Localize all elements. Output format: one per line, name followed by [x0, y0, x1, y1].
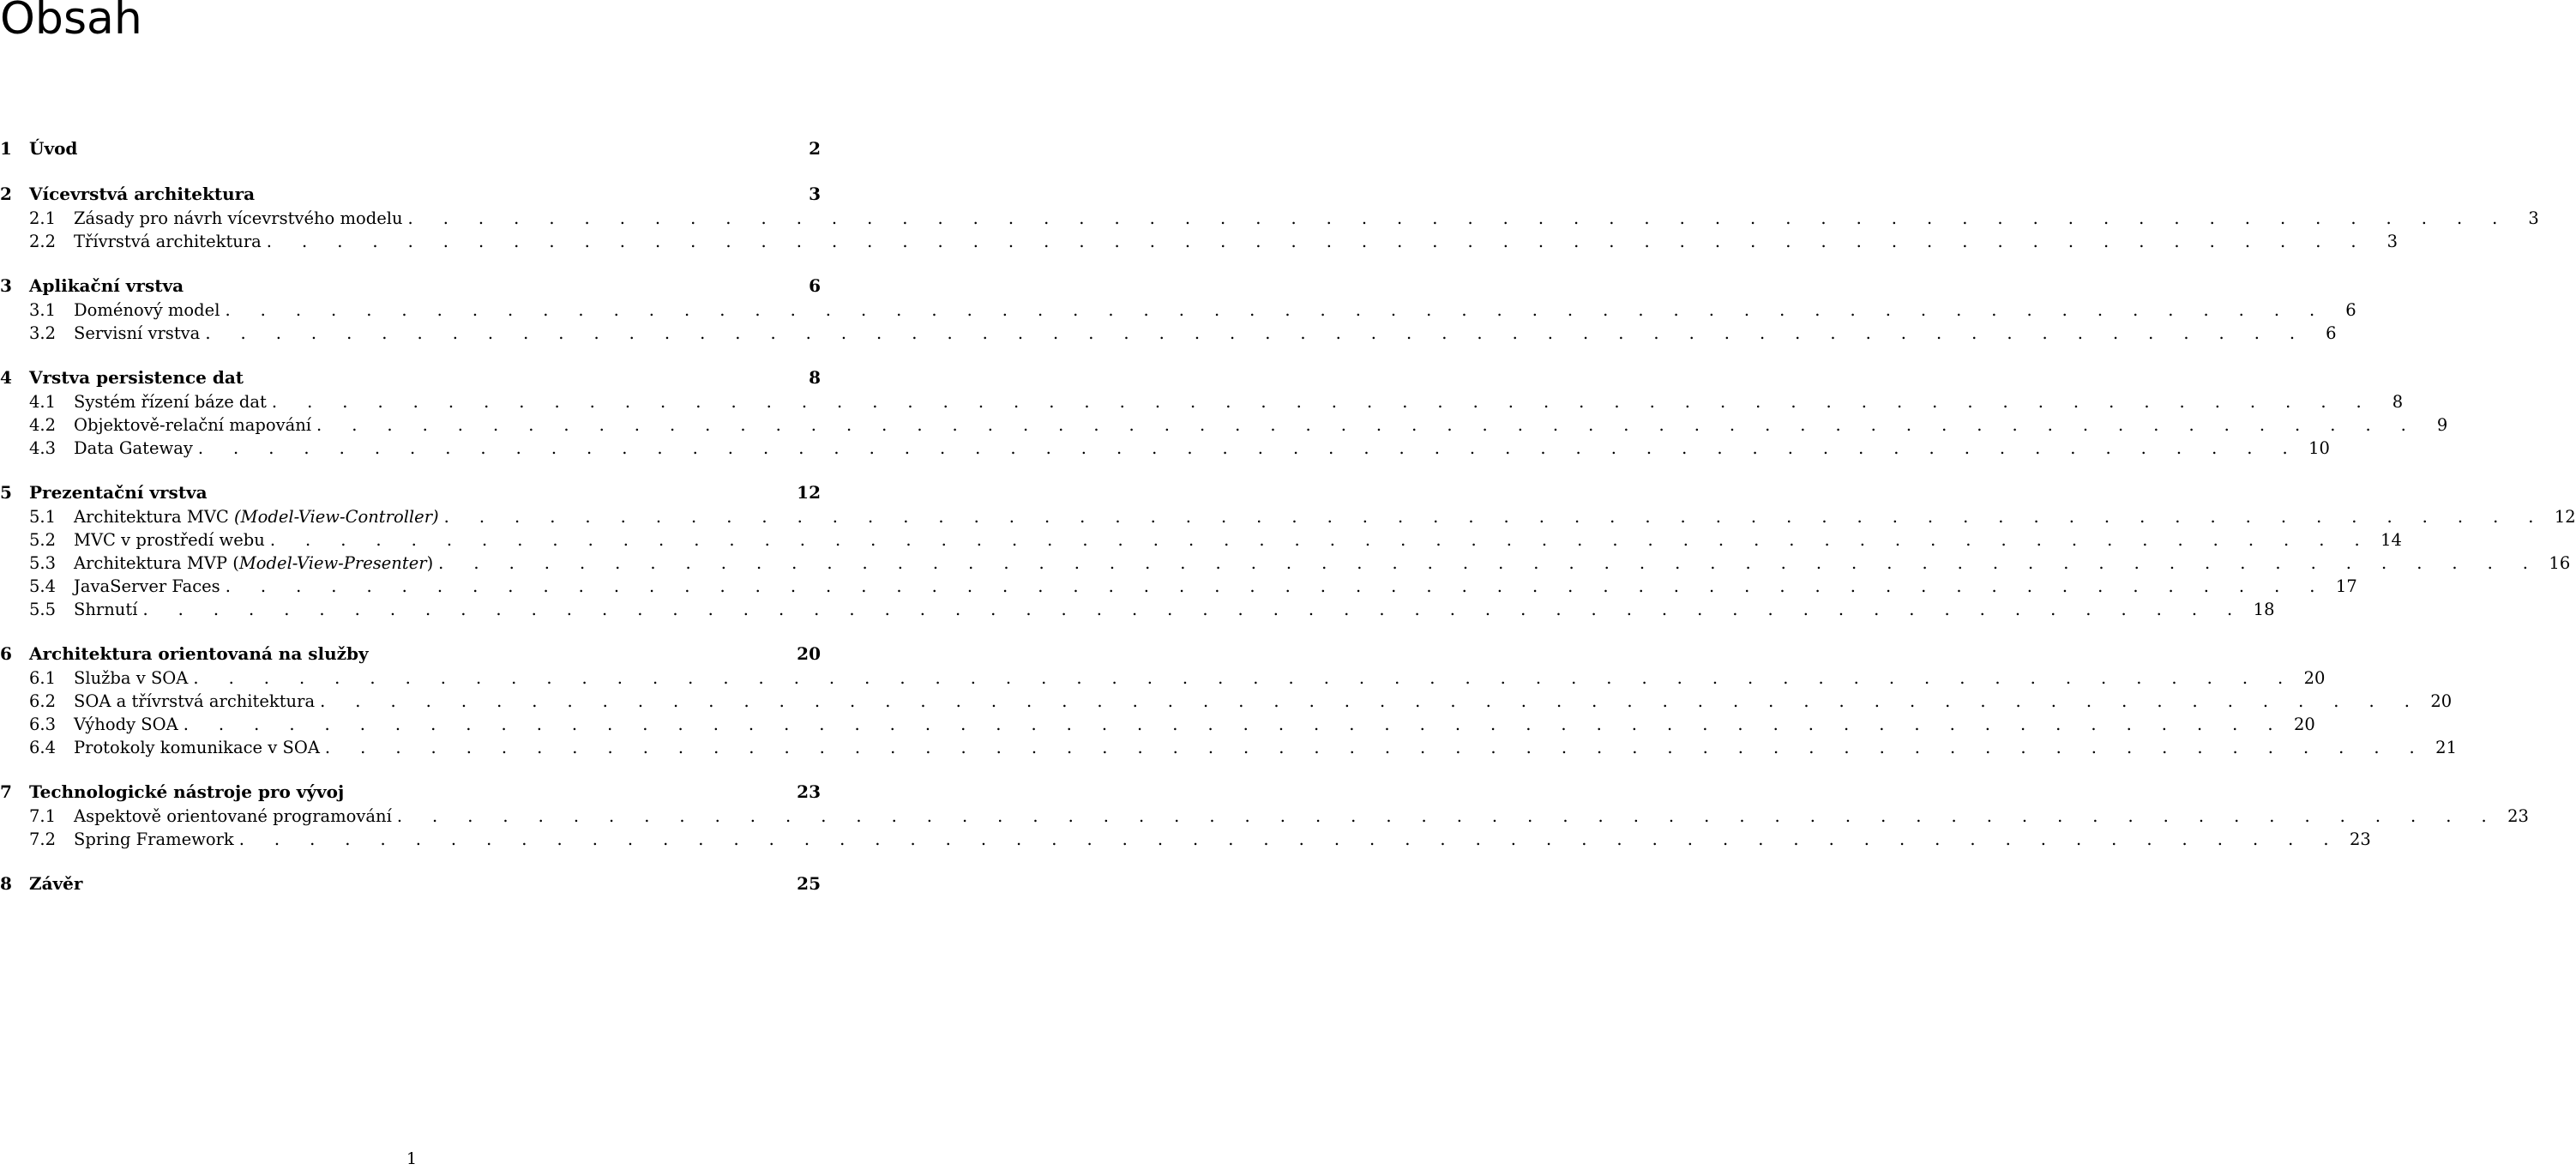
section-title-text: JavaServer Faces [74, 576, 220, 596]
dot-leader: . . . . . . . . . . . . . . . . . . . . . . . . . . . . . . . . . . . . . . . . . . . . . . . . . . . . . . . . . . . . [269, 530, 2373, 550]
section-number: 6.1 [29, 668, 57, 688]
section-title-text: Aspektově orientované programování [74, 806, 392, 826]
section-page: 23 [2349, 829, 2371, 849]
toc-chapter-entry[interactable] [0, 479, 821, 505]
section-page: 17 [2335, 576, 2357, 596]
toc-section-entry[interactable] [0, 736, 2457, 759]
section-number: 3.1 [29, 300, 57, 320]
section-number: 6.4 [29, 738, 57, 757]
toc-section-entry[interactable] [0, 230, 2398, 253]
section-title [74, 828, 234, 851]
toc-section-entry[interactable] [0, 207, 2539, 230]
section-title-text: Služba v SOA [74, 668, 189, 688]
toc-section-entry[interactable] [0, 666, 2326, 690]
section-number: 7.1 [29, 806, 57, 826]
section-title-text: Doménový model [74, 300, 220, 320]
chapter-title: Aplikační vrstva [29, 275, 184, 296]
toc-chapter [0, 136, 821, 161]
toc-section-entry[interactable] [0, 413, 2448, 437]
toc-chapter [0, 479, 2576, 621]
section-page: 20 [2430, 691, 2453, 711]
section-number: 3.2 [29, 323, 57, 343]
dot-leader: . . . . . . . . . . . . . . . . . . . . . . . . . . . . . . . . . . . . . . . . . . . . . . . . . . . . . . . . . . . . [320, 691, 2423, 711]
section-page: 14 [2380, 530, 2402, 550]
section-title-text: SOA a třívrstvá architektura [74, 691, 316, 711]
chapter-page: 6 [809, 275, 821, 296]
chapter-number: 8 [0, 873, 12, 894]
section-number: 5.1 [29, 507, 57, 527]
toc-chapter-entry[interactable] [0, 871, 821, 896]
chapter-number: 2 [0, 184, 12, 204]
chapter-page: 8 [809, 367, 821, 388]
section-title-text: MVC v prostředí webu [74, 530, 265, 550]
dot-leader: . . . . . . . . . . . . . . . . . . . . . . . . . . . . . . . . . . . . . . . . . . . . . . . . . . . . . . . . . . . . [396, 806, 2500, 826]
section-page: 3 [2528, 208, 2539, 228]
dot-leader: . . . . . . . . . . . . . . . . . . . . . . . . . . . . . . . . . . . . . . . . . . . . . . . . . . . . . . . . . . . . [193, 668, 2296, 688]
page-title: Obsah [0, 0, 142, 45]
section-title-text: Systém řízení báze dat [74, 392, 267, 412]
section-number: 4.2 [29, 415, 57, 435]
section-title-text: Data Gateway [74, 438, 193, 458]
section-title-text: Spring Framework [74, 829, 234, 849]
section-title [74, 666, 188, 690]
toc-section-entry[interactable] [0, 598, 2275, 621]
toc-chapter-entry[interactable] [0, 641, 821, 666]
section-page: 20 [2303, 668, 2326, 688]
toc-section-entry[interactable] [0, 299, 2356, 322]
section-title-text: Architektura MVC [74, 507, 235, 527]
toc-chapter [0, 779, 2529, 851]
toc-section-entry[interactable] [0, 690, 2453, 713]
toc-section-entry[interactable] [0, 528, 2402, 552]
section-title [74, 437, 193, 460]
chapter-page: 25 [797, 873, 821, 894]
section-number: 7.2 [29, 829, 57, 849]
table-of-contents [0, 136, 2576, 916]
section-title [74, 575, 220, 598]
toc-section-entry[interactable] [0, 805, 2529, 828]
dot-leader: . . . . . . . . . . . . . . . . . . . . . . . . . . . . . . . . . . . . . . . . . . . . . . . . . . . . . . . . . . . . [205, 323, 2308, 343]
section-page: 6 [2345, 300, 2356, 320]
toc-section-entry[interactable] [0, 713, 2315, 736]
dot-leader: . . . . . . . . . . . . . . . . . . . . . . . . . . . . . . . . . . . . . . . . . . . . . . . . . . . . . . . . . . . . [443, 507, 2546, 527]
section-page: 10 [2308, 438, 2330, 458]
toc-chapter [0, 641, 2457, 759]
dot-leader: . . . . . . . . . . . . . . . . . . . . . . . . . . . . . . . . . . . . . . . . . . . . . . . . . . . . . . . . . . . . [316, 415, 2419, 435]
toc-chapter-entry[interactable] [0, 273, 821, 299]
chapter-number: 4 [0, 367, 12, 388]
section-title [74, 413, 311, 437]
chapter-title: Vícevrstvá architektura [29, 184, 256, 204]
section-title [74, 528, 265, 552]
section-title [74, 299, 220, 322]
toc-chapter [0, 273, 2356, 345]
chapter-title: Vrstva persistence dat [29, 367, 244, 388]
section-title [74, 322, 200, 345]
dot-leader: . . . . . . . . . . . . . . . . . . . . . . . . . . . . . . . . . . . . . . . . . . . . . . . . . . . . . . . . . . . . [407, 208, 2510, 228]
toc-chapter-entry[interactable] [0, 365, 821, 390]
section-title [74, 390, 267, 413]
section-page: 16 [2549, 553, 2571, 573]
chapter-page: 12 [797, 482, 821, 503]
section-number: 5.4 [29, 576, 57, 596]
section-title-italic: (Model-View-Controller) [234, 507, 439, 527]
section-page: 8 [2392, 392, 2404, 412]
section-title-text: Architektura MVP ( [74, 553, 239, 573]
section-page: 3 [2386, 232, 2398, 251]
toc-section-entry[interactable] [0, 575, 2357, 598]
dot-leader: . . . . . . . . . . . . . . . . . . . . . . . . . . . . . . . . . . . . . . . . . . . . . . . . . . . . . . . . . . . . [238, 829, 2341, 849]
chapter-page: 2 [809, 138, 821, 159]
section-title [74, 552, 433, 575]
toc-section-entry[interactable] [0, 437, 2330, 460]
chapter-title: Architektura orientovaná na služby [29, 643, 369, 664]
dot-leader: . . . . . . . . . . . . . . . . . . . . . . . . . . . . . . . . . . . . . . . . . . . . . . . . . . . . . . . . . . . . [271, 392, 2374, 412]
section-title [74, 690, 315, 713]
section-number: 5.5 [29, 600, 57, 619]
section-title-text: Zásady pro návrh vícevrstvého modelu [74, 208, 403, 228]
section-page: 21 [2435, 738, 2457, 757]
section-title-text: Shrnutí [74, 600, 138, 619]
toc-section-entry[interactable] [0, 505, 2576, 528]
section-title [74, 736, 320, 759]
chapter-number: 1 [0, 138, 12, 159]
section-page: 12 [2554, 507, 2576, 527]
toc-chapter [0, 181, 2539, 253]
section-title [74, 207, 403, 230]
page-number: 1 [406, 1149, 418, 1168]
section-title-text: Protokoly komunikace v SOA [74, 738, 320, 757]
dot-leader: . . . . . . . . . . . . . . . . . . . . . . . . . . . . . . . . . . . . . . . . . . . . . . . . . . . . . . . . . . . . [142, 600, 2245, 619]
chapter-number: 3 [0, 275, 12, 296]
section-page: 6 [2326, 323, 2337, 343]
chapter-page: 23 [797, 781, 821, 802]
section-page: 20 [2293, 715, 2315, 734]
dot-leader: . . . . . . . . . . . . . . . . . . . . . . . . . . . . . . . . . . . . . . . . . . . . . . . . . . . . . . . . . . . . [197, 438, 2301, 458]
section-title-text: Objektově-relační mapování [74, 415, 312, 435]
chapter-number: 7 [0, 781, 12, 802]
toc-chapter [0, 365, 2448, 460]
section-title [74, 598, 137, 621]
toc-section-entry[interactable] [0, 828, 2371, 851]
section-number: 5.3 [29, 553, 57, 573]
section-title-text: Výhody SOA [74, 715, 178, 734]
section-number: 2.1 [29, 208, 57, 228]
toc-chapter-entry[interactable] [0, 779, 821, 805]
chapter-number: 6 [0, 643, 12, 664]
section-title-text: Servisní vrstva [74, 323, 201, 343]
section-title [74, 713, 178, 736]
section-number: 5.2 [29, 530, 57, 550]
toc-section-entry[interactable] [0, 552, 2571, 575]
section-title [74, 805, 392, 828]
dot-leader: . . . . . . . . . . . . . . . . . . . . . . . . . . . . . . . . . . . . . . . . . . . . . . . . . . . . . . . . . . . . [324, 738, 2428, 757]
chapter-title: Úvod [29, 138, 78, 159]
section-number: 6.2 [29, 691, 57, 711]
dot-leader: . . . . . . . . . . . . . . . . . . . . . . . . . . . . . . . . . . . . . . . . . . . . . . . . . . . . . . . . . . . . [225, 576, 2327, 596]
section-title [74, 230, 262, 253]
chapter-page: 3 [809, 184, 821, 204]
dot-leader: . . . . . . . . . . . . . . . . . . . . . . . . . . . . . . . . . . . . . . . . . . . . . . . . . . . . . . . . . . . . [225, 300, 2327, 320]
toc-section-entry[interactable] [0, 390, 2404, 413]
section-page: 23 [2507, 806, 2529, 826]
section-number: 4.3 [29, 438, 57, 458]
dot-leader: . . . . . . . . . . . . . . . . . . . . . . . . . . . . . . . . . . . . . . . . . . . . . . . . . . . . . . . . . . . . [266, 232, 2369, 251]
dot-leader: . . . . . . . . . . . . . . . . . . . . . . . . . . . . . . . . . . . . . . . . . . . . . . . . . . . . . . . . . . . . [438, 553, 2541, 573]
toc-chapter-entry[interactable] [0, 136, 821, 161]
section-title-text: Třívrstvá architektura [74, 232, 262, 251]
section-title-italic: Model-View-Presenter [238, 553, 427, 573]
chapter-number: 5 [0, 482, 12, 503]
section-number: 4.1 [29, 392, 57, 412]
section-number: 6.3 [29, 715, 57, 734]
section-number: 2.2 [29, 232, 57, 251]
toc-chapter [0, 871, 821, 896]
dot-leader: . . . . . . . . . . . . . . . . . . . . . . . . . . . . . . . . . . . . . . . . . . . . . . . . . . . . . . . . . . . . [183, 715, 2285, 734]
chapter-title: Technologické nástroje pro vývoj [29, 781, 345, 802]
section-page: 9 [2436, 415, 2448, 435]
section-page: 18 [2253, 600, 2275, 619]
toc-chapter-entry[interactable] [0, 181, 821, 207]
section-title [74, 505, 439, 528]
chapter-page: 20 [797, 643, 821, 664]
section-title-end: ) [426, 553, 434, 573]
toc-section-entry[interactable] [0, 322, 2337, 345]
chapter-title: Prezentační vrstva [29, 482, 208, 503]
chapter-title: Závěr [29, 873, 83, 894]
